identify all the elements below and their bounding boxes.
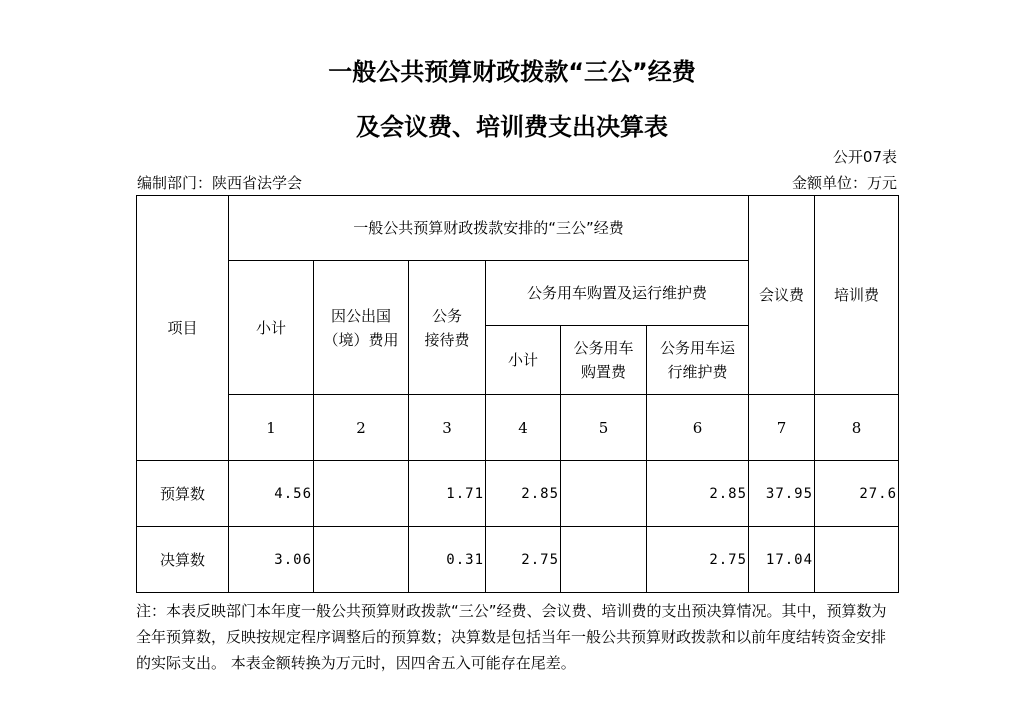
table-cell: 17.04 [749,527,815,593]
table-cell [314,527,409,593]
column-number: 1 [229,395,314,461]
header-item: 项目 [137,196,229,461]
header-sangong-group: 一般公共预算财政拨款安排的“三公”经费 [229,196,749,261]
header-abroad-line2: （境）费用 [323,330,399,349]
column-number: 5 [561,395,647,461]
table-cell [314,461,409,527]
header-vehicle-subtotal: 小计 [486,326,561,395]
row-label: 决算数 [137,527,229,593]
expenditure-table [136,195,899,593]
table-cell: 1.71 [409,461,486,527]
header-reception-line1: 公务 [431,306,462,325]
column-number: 4 [486,395,561,461]
table-cell: 2.75 [647,527,749,593]
title-line-1: 一般公共预算财政拨款“三公”经费 [328,58,696,86]
header-meeting: 会议费 [749,196,815,395]
header-vehicle-purchase-line2: 购置费 [580,363,626,381]
column-number: 2 [314,395,409,461]
table-cell: 37.95 [749,461,815,527]
header-subtotal: 小计 [229,261,314,395]
table-cell: 27.6 [815,461,899,527]
title-line-2: 及会议费、培训费支出决算表 [356,113,668,141]
table-cell [815,527,899,593]
header-vehicle-maint-line2: 行维护费 [667,363,728,381]
table-cell: 2.85 [647,461,749,527]
table-cell: 4.56 [229,461,314,527]
header-vehicle-purchase [561,326,647,395]
header-vehicle-maint [647,326,749,395]
header-training: 培训费 [815,196,899,395]
table-cell: 3.06 [229,527,314,593]
table-row [137,527,899,593]
header-reception [409,261,486,395]
header-vehicle-purchase-line1: 公务用车 [573,339,634,357]
table-cell [561,461,647,527]
row-label: 预算数 [137,461,229,527]
column-number: 7 [749,395,815,461]
header-vehicle-maint-line1: 公务用车运 [660,339,736,357]
header-reception-line2: 接待费 [424,330,470,349]
table-cell [561,527,647,593]
footnote: 注：本表反映部门本年度一般公共预算财政拨款“三公”经费、会议费、培训费的支出预决算情况。其中，预算数为全年预算数，反映按规定程序调整后的预算数；决算数是包括当年一般公共预算财政拨款和以前年度结转资金安排的实际支出。 本表金额转换为万元时，因四舍五入可能存在尾差。 [136,602,887,672]
form-number: 公开07表 [832,148,897,166]
header-vehicle-group: 公务用车购置及运行维护费 [486,261,749,326]
department-label: 编制部门：陕西省法学会 [137,174,303,192]
column-number: 8 [815,395,899,461]
column-number: 3 [409,395,486,461]
table-row [137,461,899,527]
table-cell: 0.31 [409,527,486,593]
table-cell: 2.85 [486,461,561,527]
table-cell: 2.75 [486,527,561,593]
header-abroad-line1: 因公出国 [330,306,391,325]
column-number: 6 [647,395,749,461]
unit-label: 金额单位：万元 [791,174,897,192]
header-abroad [314,261,409,395]
